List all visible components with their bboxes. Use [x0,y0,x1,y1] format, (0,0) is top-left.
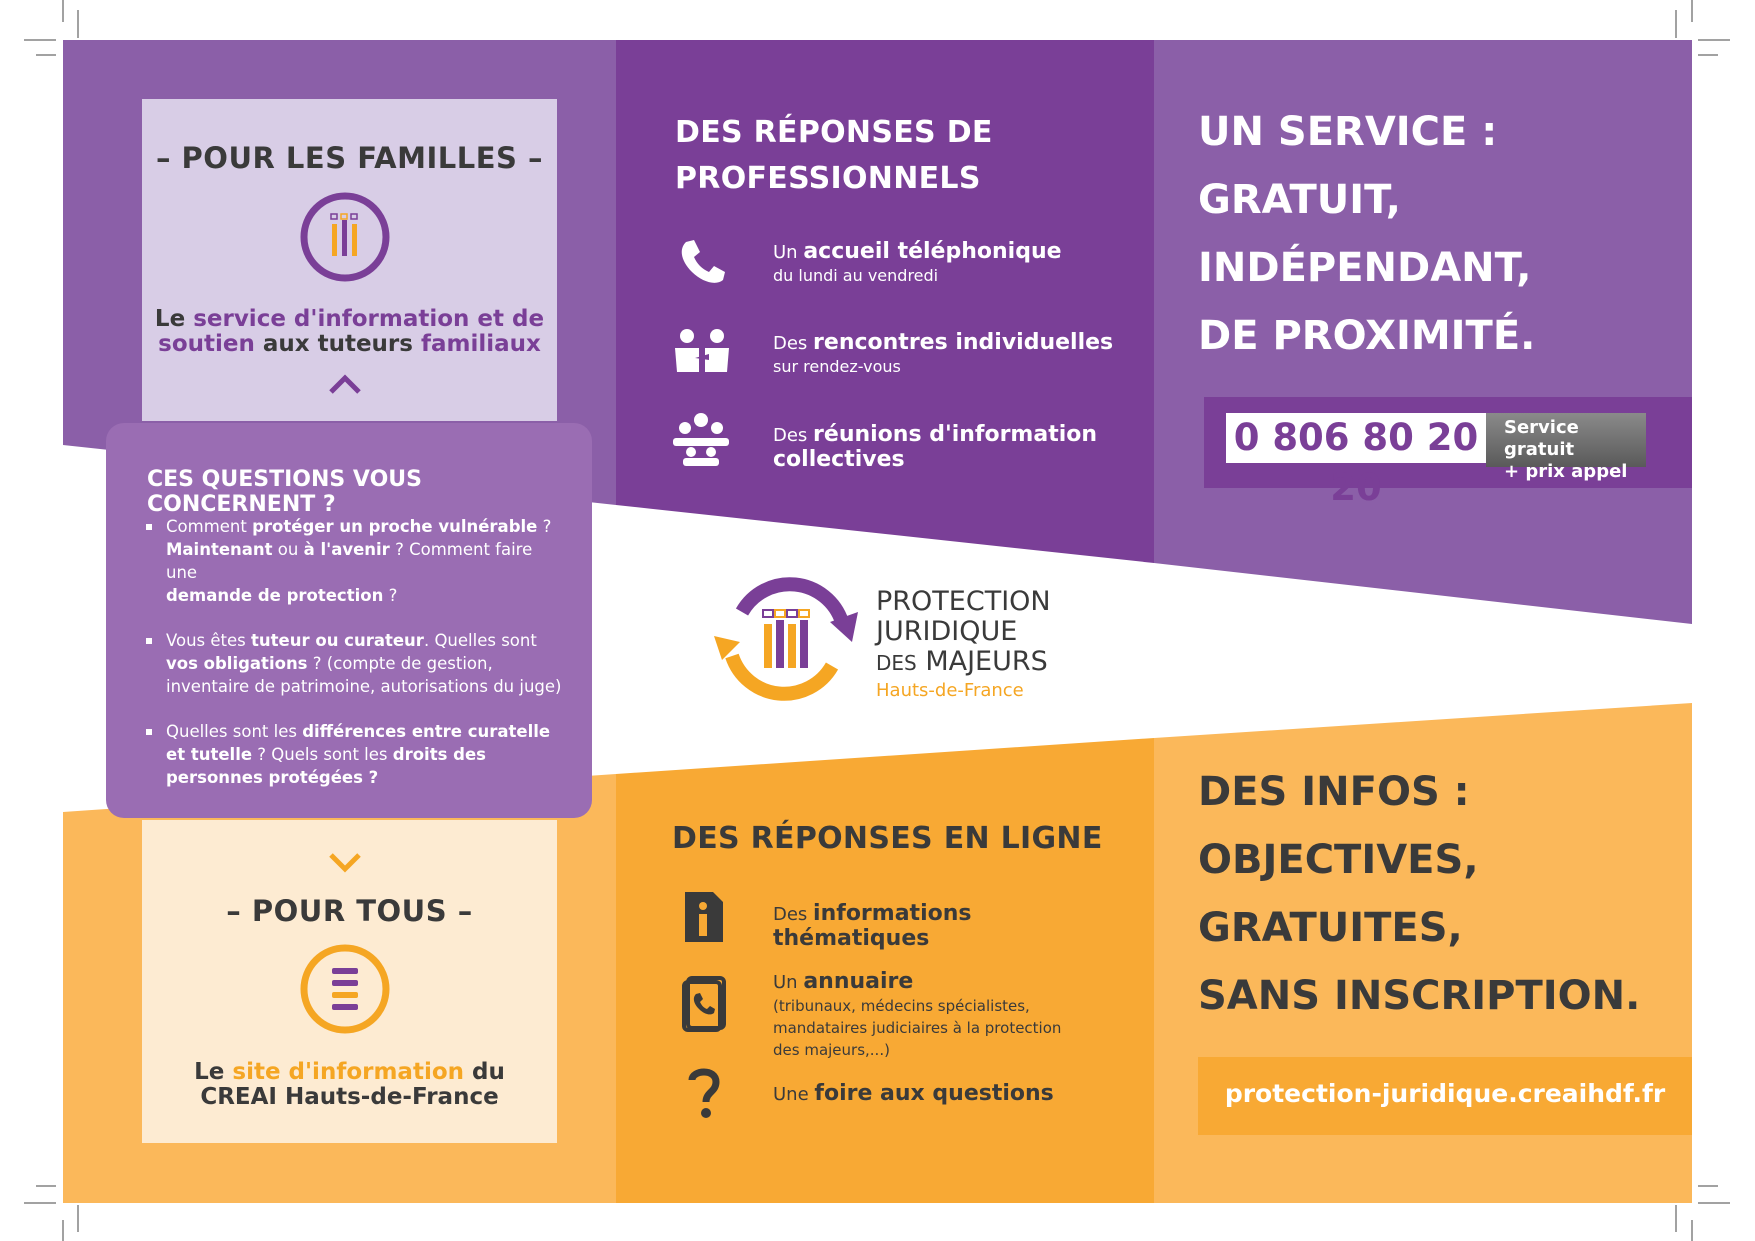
site-url-link[interactable]: protection-juridique.creaihdf.fr [1224,1079,1666,1108]
pro-item-phone: Un accueil téléphonique du lundi au vendredi [773,239,1062,285]
pjm-logo-icon [712,572,862,706]
pjm-logo-region: Hauts-de-France [876,680,1024,701]
all-subtitle: Le site d'information du CREAI Hauts-de-France [194,1059,505,1110]
families-logo-icon [298,190,392,284]
chevron-up-icon [328,373,362,395]
list-item: Vous êtes tuteur ou curateur. Quelles sont vos obligations ? (compte de gestion, inventaire de patrimoine, autorisations du juge) [166,629,566,698]
group-icon [671,412,731,468]
phone-icon [676,236,728,288]
phone-number[interactable]: 0 806 80 20 20 [1226,413,1486,463]
online-item-directory: Un annuaire (tribunaux, médecins spécialistes, mandataires judiciaires à la protection des majeurs,...) [773,969,1062,1059]
families-subtitle: Le service d'information et de soutien aux tuteurs familiaux [154,306,545,357]
pro-item-meetings: Des rencontres individuelles sur rendez-vous [773,330,1114,376]
pro-item-group: Des réunions d'information collectives [773,422,1098,472]
online-title: DES RÉPONSES EN LIGNE [672,821,1103,856]
questions-list [166,515,566,811]
meeting-icon [673,328,731,374]
phone-banner [1204,397,1692,509]
phone-tag: Service gratuit + prix appel [1486,413,1646,467]
list-item: Quelles sont les différences entre curatelle et tutelle ? Quels sont les droits des personnes protégées ? [166,720,566,789]
pro-title: DES RÉPONSES DE PROFESSIONNELS [675,115,993,196]
pjm-logo-text: PROTECTION JURIDIQUE DES MAJEURS [876,586,1051,677]
site-logo-icon [298,942,392,1036]
questions-panel [106,423,592,818]
questions-title: CES QUESTIONS VOUS CONCERNENT ? [147,467,422,517]
info-document-icon [683,890,725,944]
list-item: Comment protéger un proche vulnérable ? Maintenant ou à l'avenir ? Comment faire une demande de protection ? [166,515,566,607]
url-banner [1198,1057,1692,1135]
question-icon [688,1066,720,1120]
online-item-info: Des informations thématiques [773,901,972,951]
families-title: – POUR LES FAMILLES – [155,141,544,175]
all-title: – POUR TOUS – [226,894,473,928]
directory-icon [680,976,728,1032]
infos-headline: DES INFOS : OBJECTIVES, GRATUITES, SANS INSCRIPTION. [1198,769,1641,1019]
families-panel [142,99,557,421]
online-item-faq: Une foire aux questions [773,1081,1054,1106]
chevron-down-icon [328,852,362,874]
service-headline: UN SERVICE : GRATUIT, INDÉPENDANT, DE PROXIMITÉ. [1198,109,1536,359]
all-panel [142,820,557,1143]
